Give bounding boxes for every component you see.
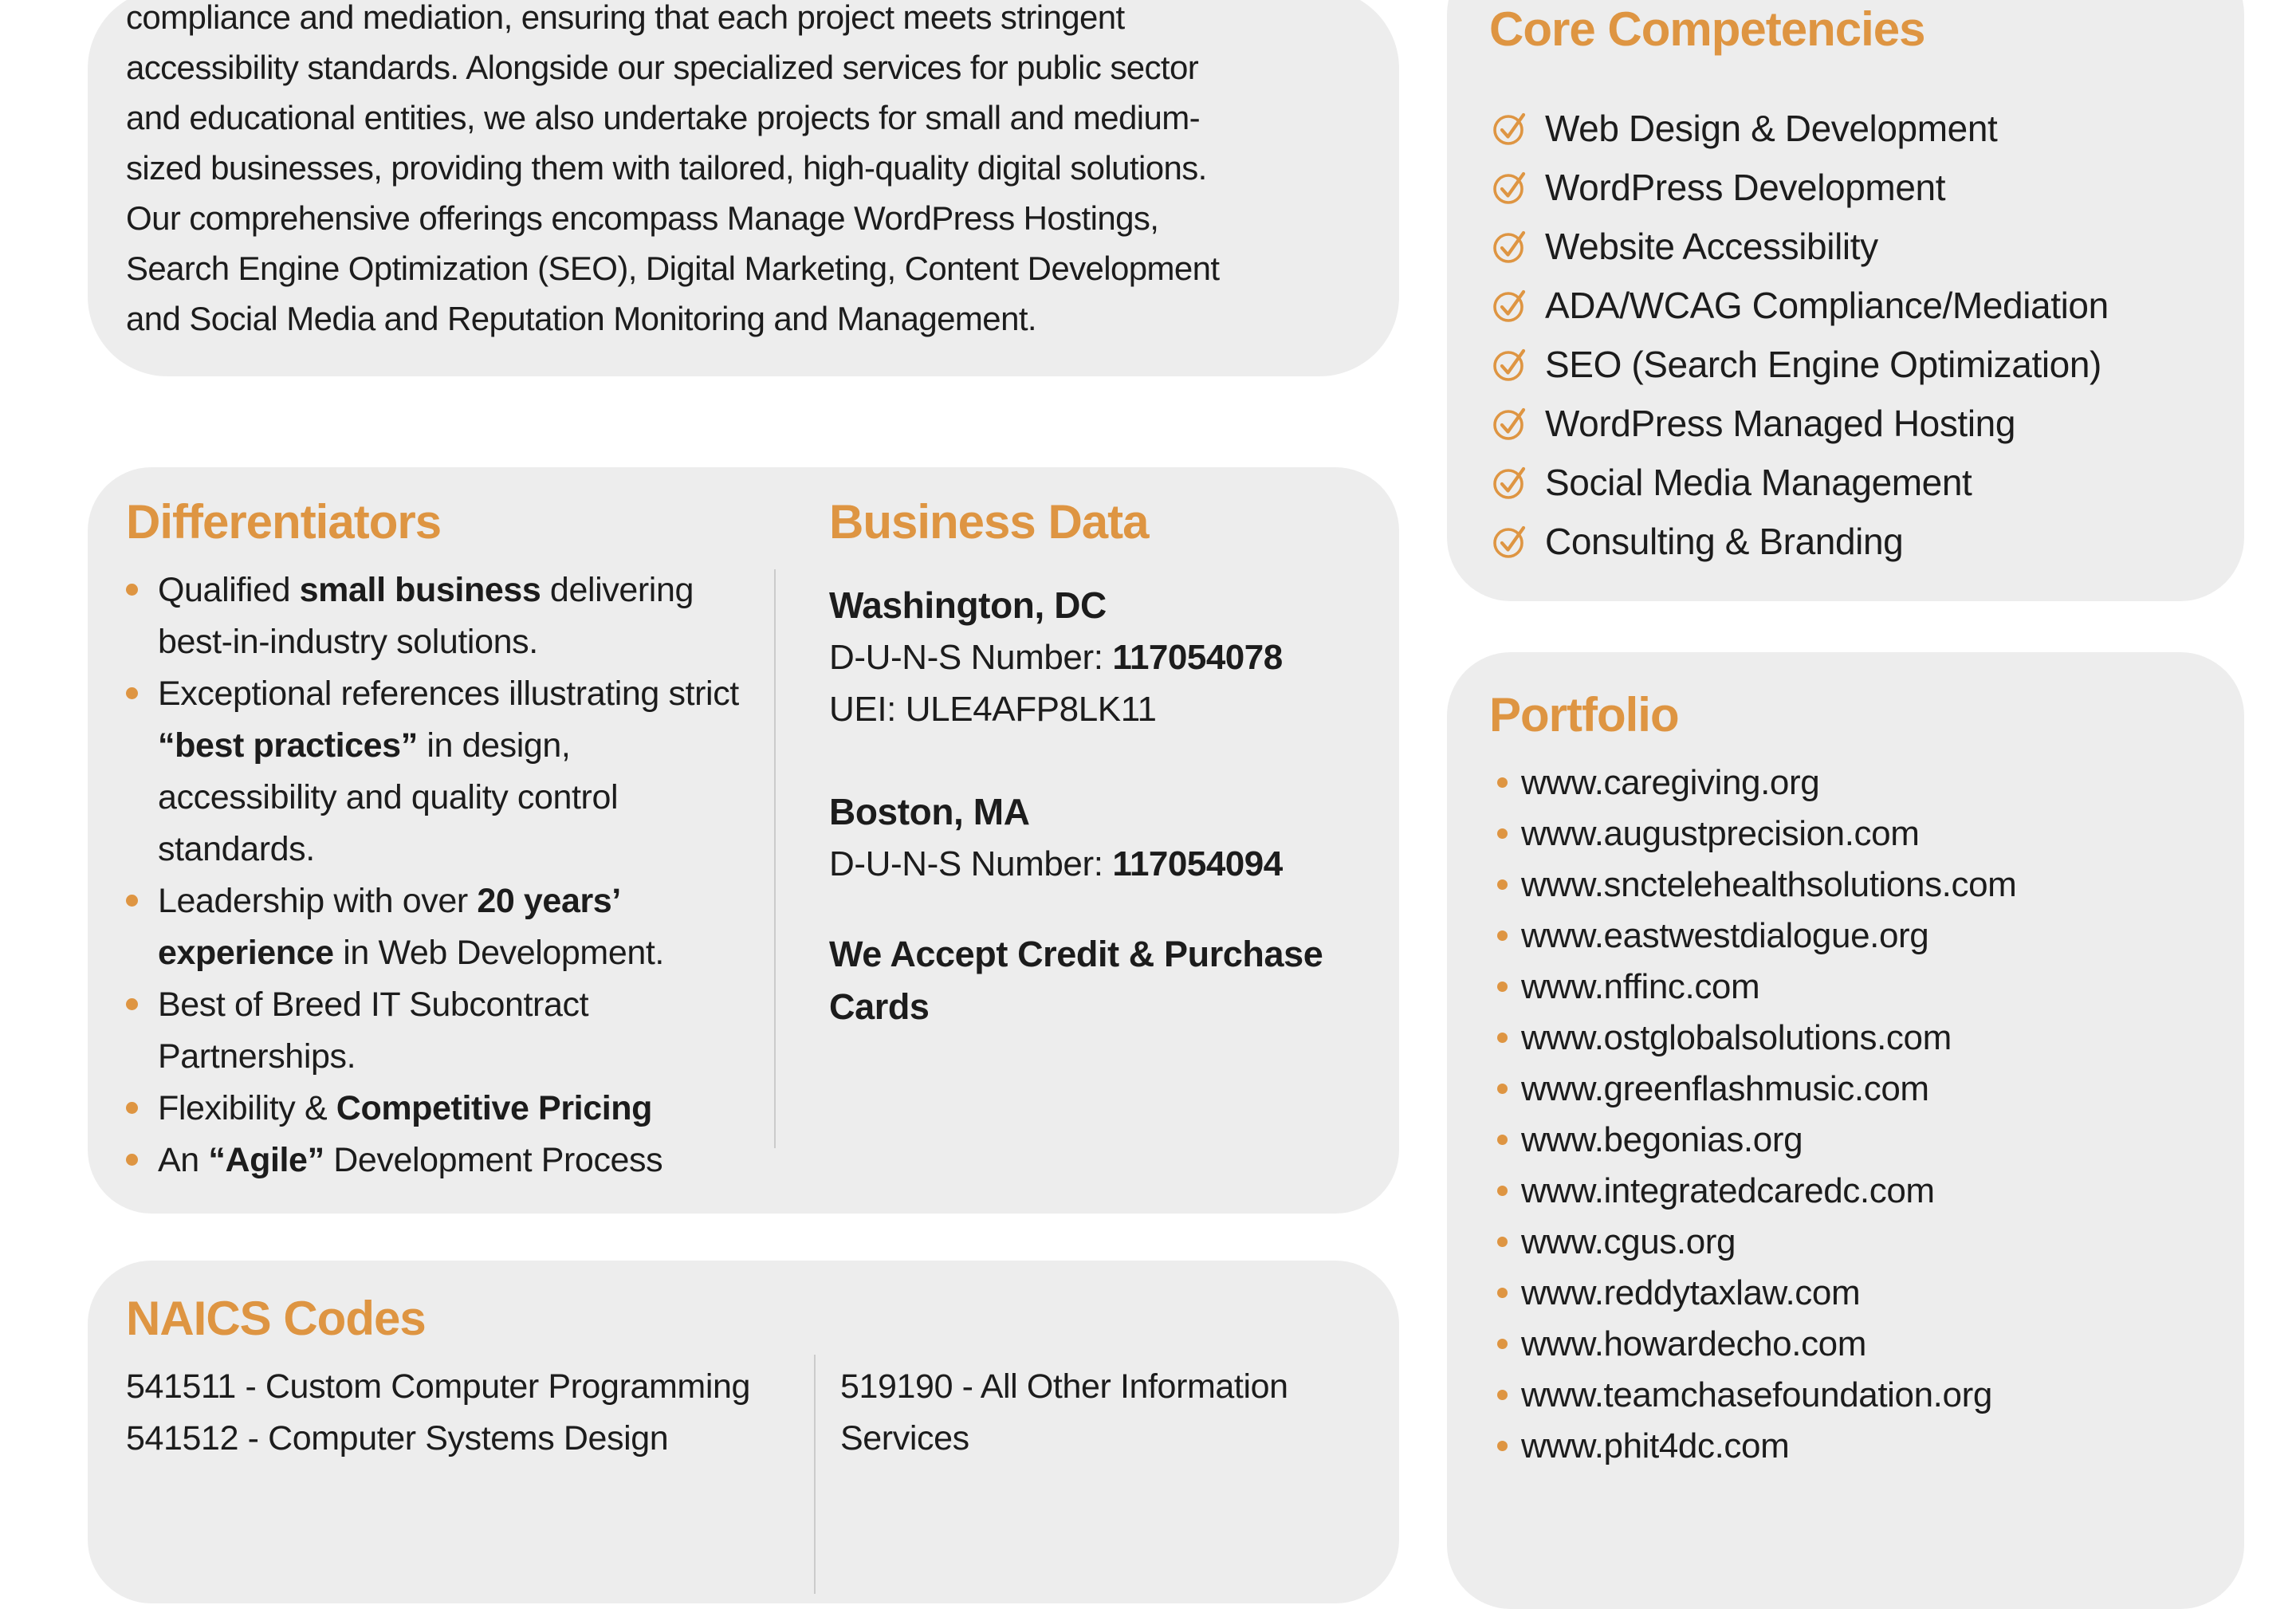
- competency-item: [1491, 158, 2109, 217]
- differentiator-text: An “Agile” Development Process: [158, 1141, 663, 1179]
- portfolio-item: [1497, 1370, 2016, 1421]
- check-circle-icon: [1491, 108, 1531, 148]
- location-city: Washington, DC: [829, 584, 1107, 626]
- bullet-icon: [1497, 1288, 1508, 1298]
- bullet-icon: [1497, 1033, 1508, 1043]
- portfolio-item: [1497, 860, 2016, 911]
- portfolio-url: www.eastwestdialogue.org: [1521, 916, 1929, 955]
- differentiators-business-panel: [88, 467, 1399, 1214]
- bullet-icon: [1497, 1084, 1508, 1094]
- portfolio-item: [1497, 1115, 2016, 1166]
- check-circle-icon: [1491, 462, 1531, 502]
- portfolio-item: [1497, 757, 2016, 808]
- check-circle-icon: [1491, 226, 1531, 266]
- bullet-icon: [1497, 1390, 1508, 1400]
- portfolio-url: www.integratedcaredc.com: [1521, 1171, 1935, 1210]
- bullet-icon: [1497, 1186, 1508, 1196]
- naics-heading: NAICS Codes: [126, 1292, 426, 1345]
- bullet-icon: [126, 895, 138, 907]
- core-competencies-list: [1491, 99, 2109, 571]
- location-city: Boston, MA: [829, 791, 1030, 832]
- differentiator-item: [126, 668, 756, 875]
- portfolio-url: www.phit4dc.com: [1521, 1426, 1790, 1465]
- portfolio-item: [1497, 911, 2016, 962]
- portfolio-heading: Portfolio: [1489, 688, 1679, 742]
- check-circle-icon: [1491, 285, 1531, 325]
- differentiator-item: [126, 979, 756, 1083]
- differentiator-item: [126, 1135, 756, 1186]
- portfolio-item: [1497, 1319, 2016, 1370]
- payment-note: We Accept Credit & Purchase Cards: [829, 934, 1323, 1027]
- competency-item: [1491, 512, 2109, 571]
- portfolio-url: www.teamchasefoundation.org: [1521, 1375, 1992, 1414]
- business-data-section: [829, 494, 1371, 1033]
- portfolio-item: [1497, 808, 2016, 860]
- uei-number: UEI: ULE4AFP8LK11: [829, 690, 1157, 729]
- competency-item: [1491, 99, 2109, 158]
- location-block-boston: [829, 786, 1371, 890]
- competency-text: ADA/WCAG Compliance/Mediation: [1545, 285, 2109, 326]
- differentiator-item: [126, 1083, 756, 1135]
- naics-panel: [88, 1261, 1399, 1603]
- bullet-icon: [126, 584, 138, 596]
- competency-item: [1491, 217, 2109, 276]
- core-competencies-heading: Core Competencies: [1489, 2, 1925, 56]
- check-circle-icon: [1491, 521, 1531, 561]
- portfolio-item: [1497, 1421, 2016, 1472]
- portfolio-item: [1497, 1166, 2016, 1217]
- check-circle-icon: [1491, 403, 1531, 443]
- bullet-icon: [1497, 1237, 1508, 1247]
- differentiator-item: [126, 875, 756, 979]
- portfolio-url: www.reddytaxlaw.com: [1521, 1273, 1861, 1312]
- bullet-icon: [1497, 930, 1508, 941]
- bullet-icon: [1497, 777, 1508, 788]
- portfolio-url: www.greenflashmusic.com: [1521, 1069, 1929, 1108]
- competency-text: WordPress Development: [1545, 167, 1946, 208]
- portfolio-url: www.caregiving.org: [1521, 763, 1820, 802]
- naics-codes-left: 541511 - Custom Computer Programming 541512 - Computer Systems Design: [126, 1367, 751, 1458]
- check-circle-icon: [1491, 167, 1531, 207]
- core-competencies-panel: [1447, 0, 2244, 601]
- vertical-divider: [814, 1355, 816, 1594]
- competency-item: [1491, 394, 2109, 453]
- portfolio-panel: [1447, 652, 2244, 1609]
- portfolio-item: [1497, 1013, 2016, 1064]
- competency-item: [1491, 453, 2109, 512]
- competency-item: [1491, 335, 2109, 394]
- duns-number: D-U-N-S Number: 117054094: [829, 844, 1283, 883]
- portfolio-url: www.snctelehealthsolutions.com: [1521, 865, 2017, 904]
- portfolio-url: www.howardecho.com: [1521, 1324, 1866, 1363]
- bullet-icon: [126, 1154, 138, 1166]
- competency-text: SEO (Search Engine Optimization): [1545, 344, 2101, 385]
- competency-text: Website Accessibility: [1545, 226, 1878, 267]
- bullet-icon: [1497, 879, 1508, 890]
- differentiator-text: Qualified small business delivering best-in-industry solutions.: [158, 571, 694, 661]
- differentiator-item: [126, 565, 756, 668]
- location-block-washington: [829, 580, 1371, 735]
- portfolio-url: www.nffinc.com: [1521, 967, 1760, 1006]
- competency-text: WordPress Managed Hosting: [1545, 403, 2015, 444]
- bullet-icon: [1497, 1135, 1508, 1145]
- bullet-icon: [126, 998, 138, 1010]
- vertical-divider: [774, 569, 776, 1148]
- duns-number: D-U-N-S Number: 117054078: [829, 638, 1283, 677]
- portfolio-item: [1497, 1064, 2016, 1115]
- bullet-icon: [126, 1102, 138, 1114]
- company-overview-text: compliance and mediation, ensuring that each project meets stringent accessibility standards. Alongside our specialized services for public sector and educational entities, we also undertake projects for small and medium- sized businesses, providing them with tailored, high-quality digital solutions. Our comprehensive offerings encompass Manage WordPress Hostings, Search Engine Optimization (SEO), Digital Marketing, Content Development and Social Media and Reputation Monitoring and Management.: [126, 0, 1220, 337]
- naics-codes-right: 519190 - All Other Information Services: [840, 1367, 1288, 1458]
- business-data-heading: Business Data: [829, 495, 1149, 549]
- competency-item: [1491, 276, 2109, 335]
- bullet-icon: [1497, 982, 1508, 992]
- differentiator-text: Best of Breed IT Subcontract Partnerships.: [158, 985, 589, 1076]
- company-overview-panel: [88, 0, 1399, 376]
- competency-text: Web Design & Development: [1545, 108, 1998, 149]
- portfolio-item: [1497, 1217, 2016, 1268]
- differentiator-text: Leadership with over 20 years’ experience in Web Development.: [158, 882, 664, 972]
- portfolio-item: [1497, 962, 2016, 1013]
- bullet-icon: [126, 687, 138, 699]
- differentiator-text: Exceptional references illustrating strict “best practices” in design, accessibility and quality control standards.: [158, 675, 739, 868]
- competency-text: Social Media Management: [1545, 462, 1972, 503]
- differentiators-heading: Differentiators: [126, 495, 442, 549]
- portfolio-list: [1497, 757, 2016, 1472]
- portfolio-url: www.begonias.org: [1521, 1120, 1803, 1159]
- bullet-icon: [1497, 1441, 1508, 1451]
- portfolio-item: [1497, 1268, 2016, 1319]
- differentiators-list: [126, 565, 756, 1186]
- portfolio-url: www.ostglobalsolutions.com: [1521, 1018, 1952, 1057]
- check-circle-icon: [1491, 344, 1531, 384]
- portfolio-url: www.cgus.org: [1521, 1222, 1736, 1261]
- competency-text: Consulting & Branding: [1545, 521, 1904, 562]
- differentiator-text: Flexibility & Competitive Pricing: [158, 1089, 652, 1127]
- bullet-icon: [1497, 828, 1508, 839]
- portfolio-url: www.augustprecision.com: [1521, 814, 1920, 853]
- bullet-icon: [1497, 1339, 1508, 1349]
